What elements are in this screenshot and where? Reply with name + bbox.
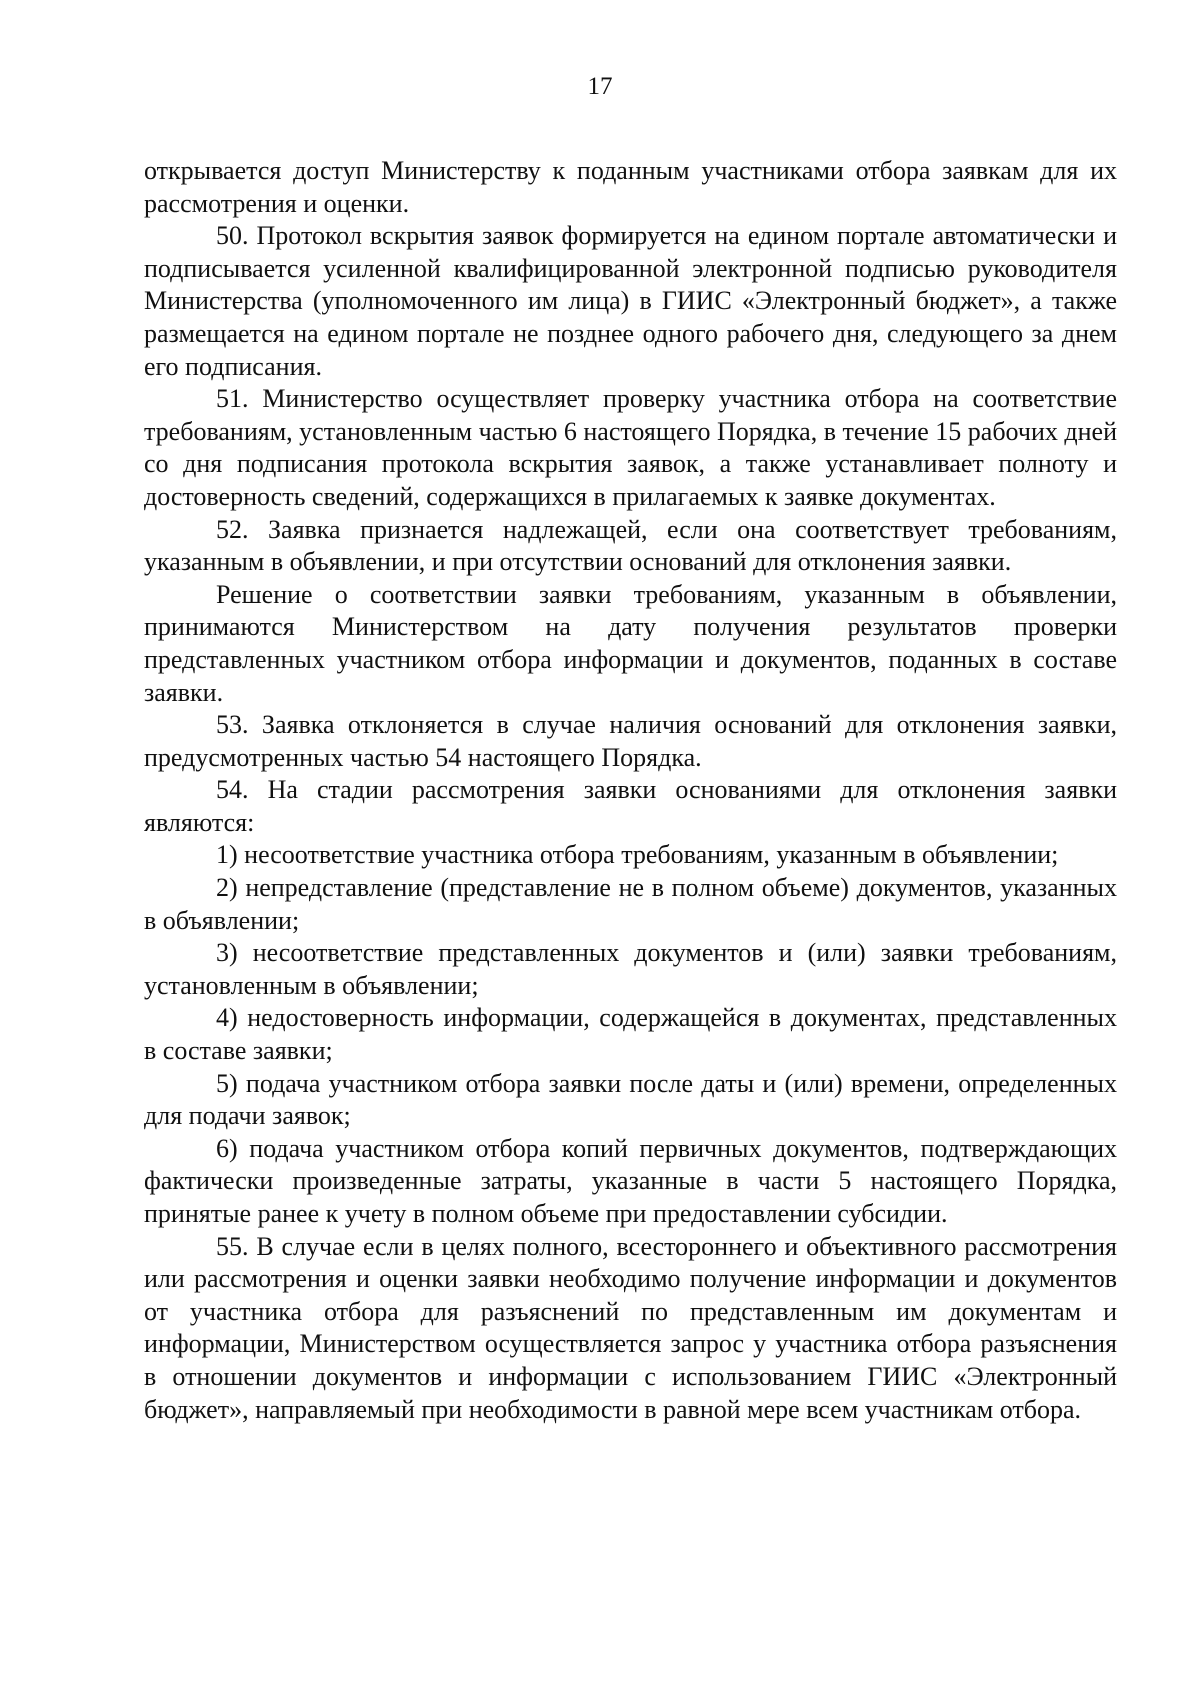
paragraph-54: 54. На стадии рассмотрения заявки основаниями для отклонения заявки являются: xyxy=(144,775,1117,837)
paragraph-54-item-1: 1) несоответствие участника отбора требованиям, указанным в объявлении; xyxy=(216,840,1059,870)
paragraph-53: 53. Заявка отклоняется в случае наличия оснований для отклонения заявки, предусмотренных частью 54 настоящего Порядка. xyxy=(144,710,1117,772)
paragraph-50: 50. Протокол вскрытия заявок формируется на едином портале автоматически и подписывается усиленной квалифицированной электронной подписью руководителя Министерства (уполномоченного им лица) в ГИИС «Электронный бюджет», а также размещается на едином портале не позднее одного рабочего дня, следующего за днем его подписания. xyxy=(144,221,1117,381)
paragraph-54-item-4: 4) недостоверность информации, содержащейся в документах, представленных в составе заявки; xyxy=(144,1003,1117,1066)
paragraph-54-item-5: 5) подача участником отбора заявки после даты и (или) времени, определенных для подачи заявок; xyxy=(144,1068,1117,1131)
paragraph-continuation: открывается доступ Министерству к поданным участниками отбора заявкам для их рассмотрения и оценки. xyxy=(144,156,1117,218)
paragraph-55: 55. В случае если в целях полного, всестороннего и объективного рассмотрения или рассмотрения и оценки заявки необходимо получение информации и документов от участника отбора для разъяснений по представленным им документам и информации, Министерством осуществляется запрос у участника отбора разъяснения в отношении документов и информации с использованием ГИИС «Электронный бюджет», направляемый при необходимости в равной мере всем участникам отбора. xyxy=(144,1231,1117,1424)
paragraph-52: 52. Заявка признается надлежащей, если она соответствует требованиям, указанным в объявлении, и при отсутствии оснований для отклонения заявки. xyxy=(144,514,1117,577)
paragraph-54-item-2: 2) непредставление (представление не в полном объеме) документов, указанных в объявлении; xyxy=(144,873,1117,935)
paragraph-54-item-6: 6) подача участником отбора копий первичных документов, подтверждающих фактически произведенные затраты, указанные в части 5 настоящего Порядка, принятые ранее к учету в полном объеме при предоставлении субсидии. xyxy=(144,1133,1117,1228)
page-number: 17 xyxy=(587,73,613,100)
paragraph-54-item-3: 3) несоответствие представленных документов и (или) заявки требованиям, установленным в объявлении; xyxy=(144,938,1117,1000)
paragraph-51: 51. Министерство осуществляет проверку участника отбора на соответствие требованиям, установленным частью 6 настоящего Порядка, в течение 15 рабочих дней со дня подписания протокола вскрытия заявок, а также устанавливает полноту и достоверность сведений, содержащихся в прилагаемых к заявке документах. xyxy=(144,384,1117,511)
document-body xyxy=(144,155,1117,1426)
paragraph-52-decision: Решение о соответствии заявки требованиям, указанным в объявлении, принимаются Министерством на дату получения результатов проверки представленных участником отбора информации и документов, поданных в составе заявки. xyxy=(144,579,1117,707)
